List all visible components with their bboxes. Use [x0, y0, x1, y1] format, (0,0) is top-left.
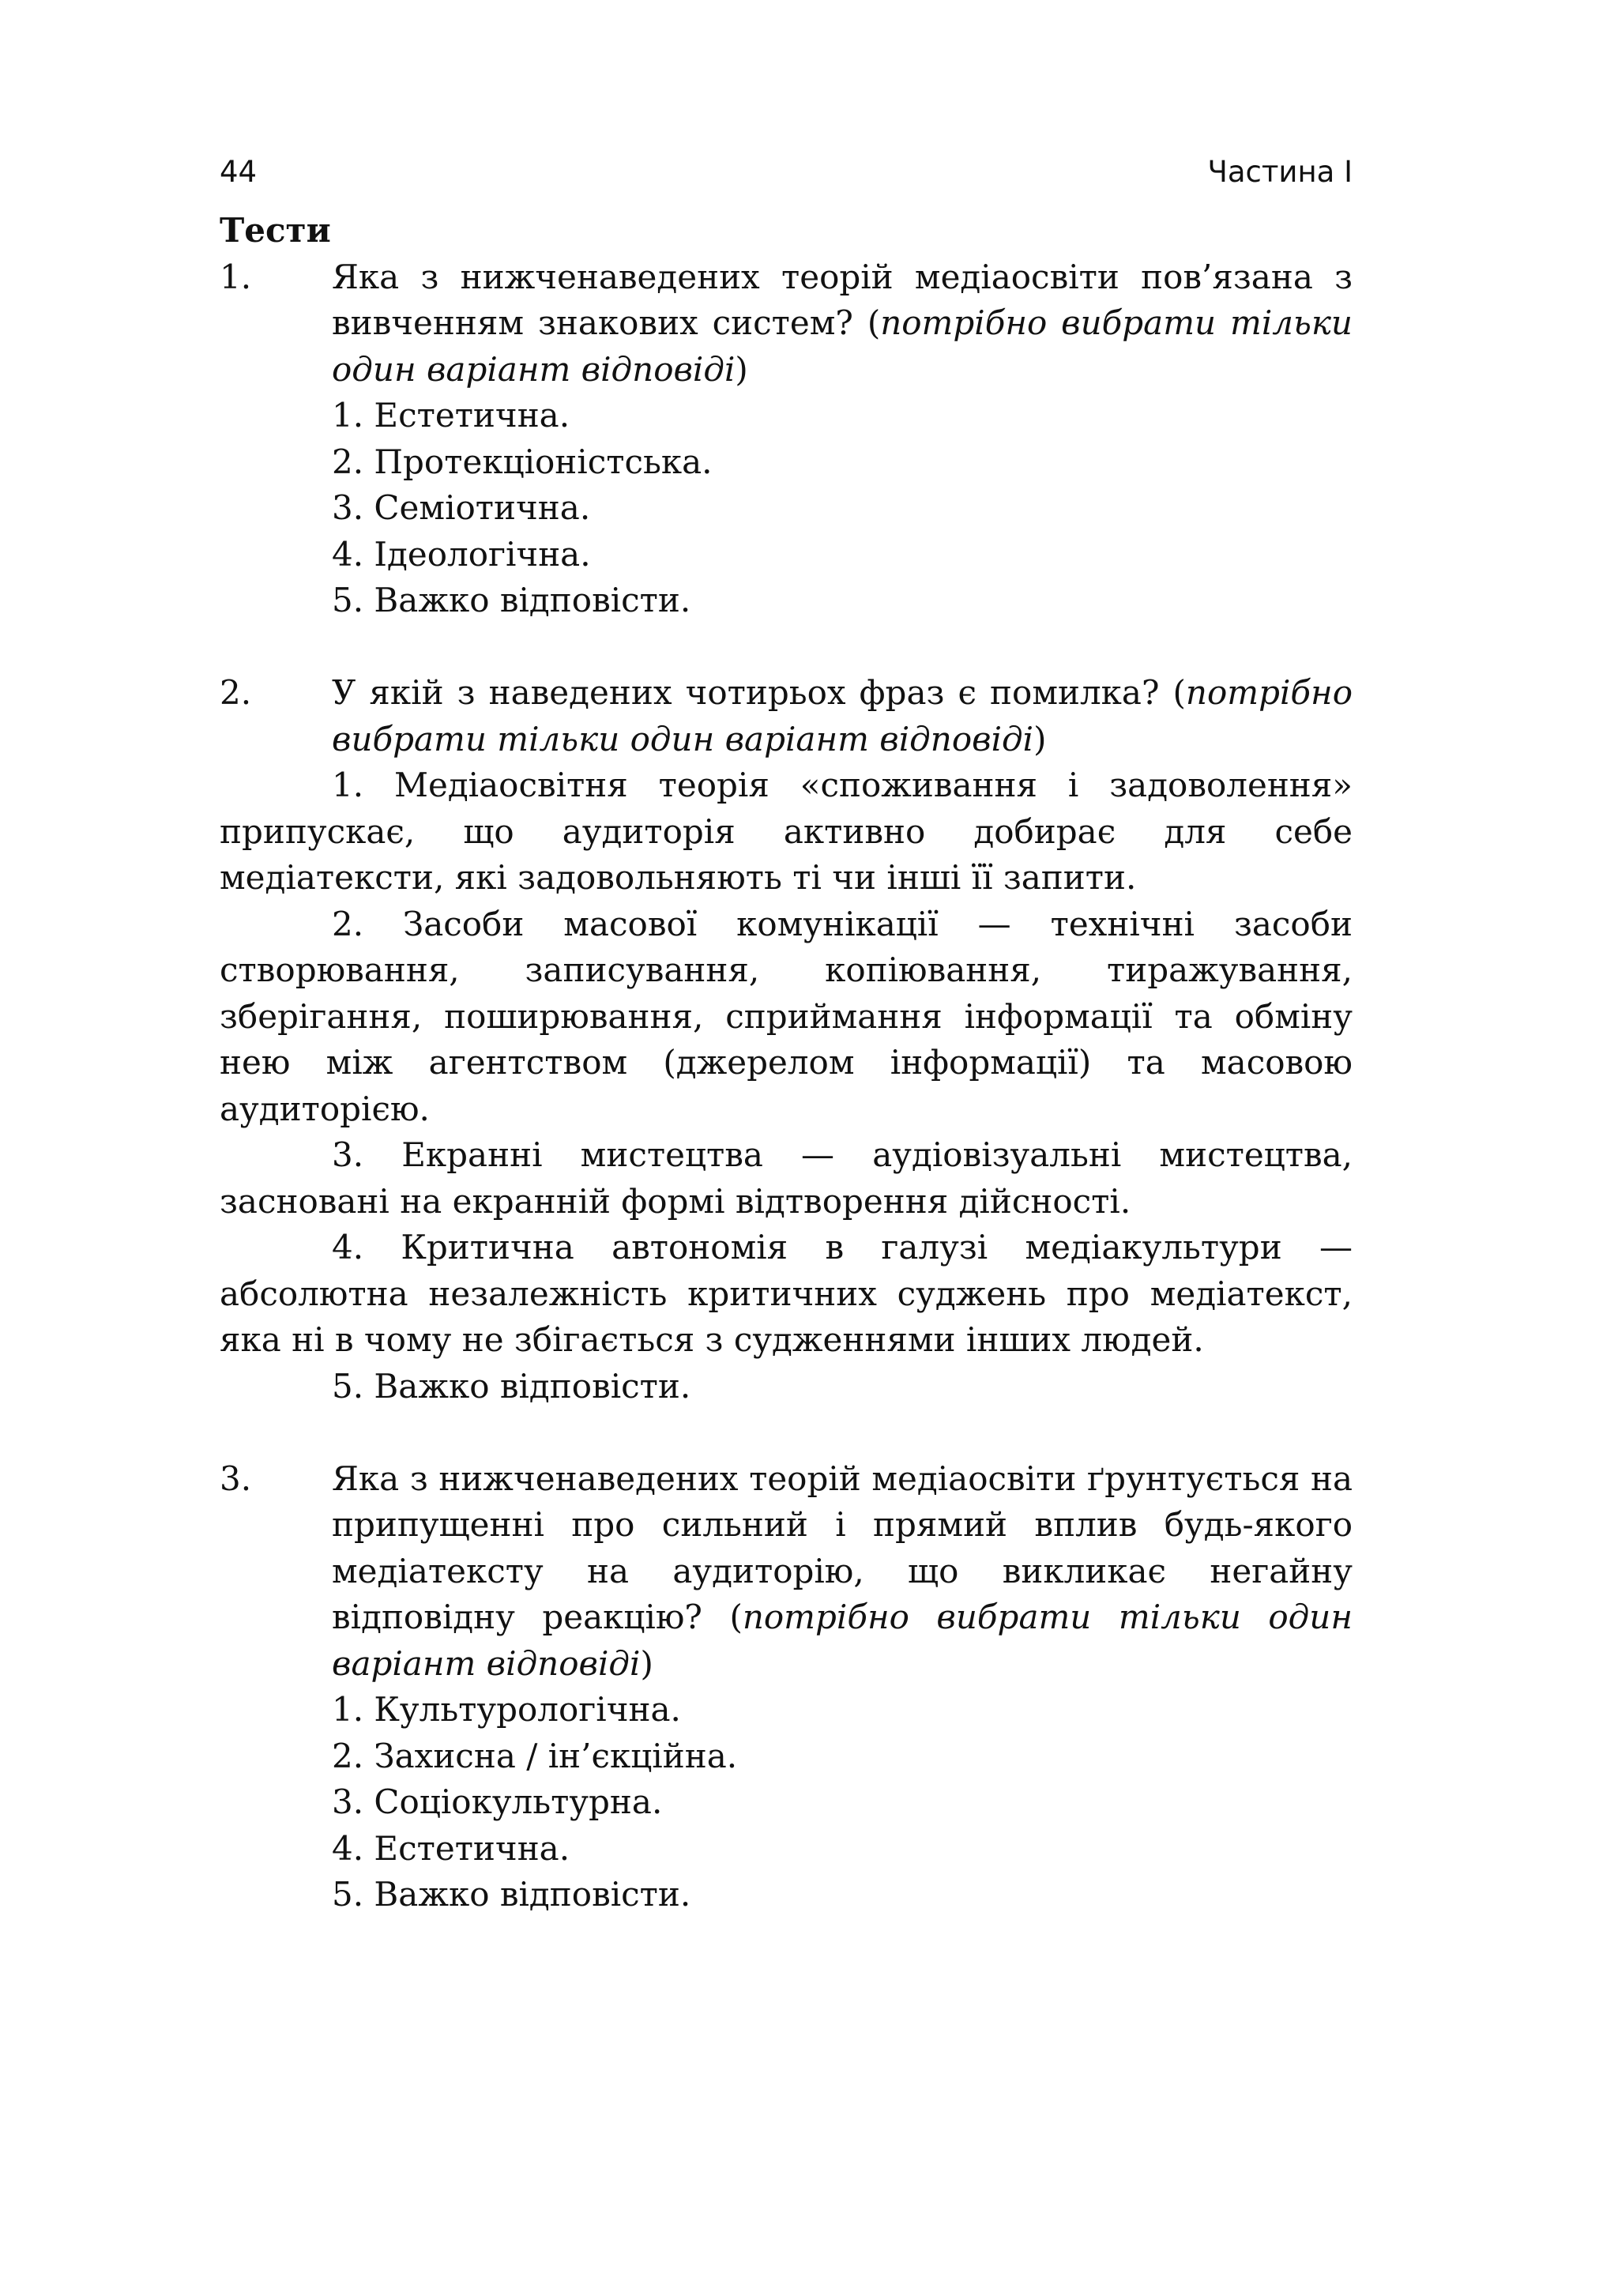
- question-number: 1.: [220, 257, 252, 296]
- question-prompt: Яка з нижченаведених теорій медіаосвіти ґрунтується на припущенні про сильний і прямий вплив будь-якого медіатексту на аудиторію, що викликає негайну відповідну реакцію? (: [332, 1459, 1353, 1636]
- answer-option: 3. Екранні мистецтва — аудіовізуальні мистецтва, засновані на екранній формі відтворення дійсності.: [220, 1135, 1353, 1221]
- answer-option: 4. Критична автономія в галузі медіакультури — абсолютна незалежність критичних суджень про медіатекст, яка ні в чому не збігається з судженнями інших людей.: [220, 1228, 1353, 1359]
- answer-option: 1. Медіаосвітня теорія «споживання і задоволення» припускає, що аудиторія активно добирає для себе медіатексти, які задовольняють ті чи інші її запити.: [220, 766, 1353, 897]
- hint-close: ): [1033, 719, 1047, 758]
- question-prompt: Яка з нижченаведених теорій медіаосвіти пов’язана з вивченням знакових систем? (: [332, 257, 1353, 342]
- question-text: [332, 670, 1353, 762]
- answer-option: 2. Протекціоністська.: [332, 442, 713, 481]
- answer-options: [220, 762, 1353, 1410]
- spacer: [220, 1410, 1353, 1456]
- answer-option: 3. Семіотична.: [332, 488, 591, 527]
- spacer: [220, 624, 1353, 671]
- part-title: Частина І: [1207, 155, 1353, 189]
- section-heading: Тести: [220, 211, 331, 250]
- answer-option: 1. Культурологічна.: [332, 1690, 681, 1729]
- answer-option: 5. Важко відповісти.: [332, 581, 691, 619]
- hint-close: ): [640, 1643, 653, 1683]
- page-number: 44: [220, 155, 258, 189]
- question-prompt: У якій з наведених чотирьох фраз є помилка? (: [332, 673, 1186, 712]
- answer-option: 1. Естетична.: [332, 396, 570, 435]
- question-number: 2.: [220, 673, 252, 712]
- question-text: [332, 1456, 1353, 1688]
- question-text: [332, 254, 1353, 393]
- hint-close: ): [735, 349, 748, 389]
- running-head: [220, 149, 1353, 196]
- answer-option: 2. Засоби масової комунікації — технічні засоби створювання, записування, копіювання, тиражування, зберігання, поширювання, сприймання інформації та обміну нею між агентством (джерелом інформації) та масовою аудиторією.: [220, 904, 1353, 1128]
- answer-option: 3. Соціокультурна.: [332, 1782, 663, 1821]
- page-content: [220, 208, 1353, 1918]
- answer-option: 5. Важко відповісти.: [332, 1875, 691, 1914]
- question-hint: потрібно вибрати тільки один варіант відповіді: [332, 1598, 1353, 1683]
- answer-options: [332, 1687, 1353, 1918]
- answer-option: 4. Естетична.: [332, 1828, 570, 1868]
- answer-options: [332, 393, 1353, 624]
- question-2: [220, 670, 1353, 1410]
- question-hint: потрібно вибрати тільки один варіант відповіді: [332, 303, 1353, 389]
- answer-option: 4. Ідеологічна.: [332, 534, 591, 574]
- question-number: 3.: [220, 1459, 252, 1498]
- question-hint: потрібно вибрати тільки один варіант відповіді: [332, 673, 1353, 758]
- question-3: [220, 1456, 1353, 1918]
- question-1: [220, 254, 1353, 624]
- answer-option: 5. Важко відповісти.: [332, 1366, 691, 1406]
- answer-option: 2. Захисна / ін’єкційна.: [332, 1736, 738, 1775]
